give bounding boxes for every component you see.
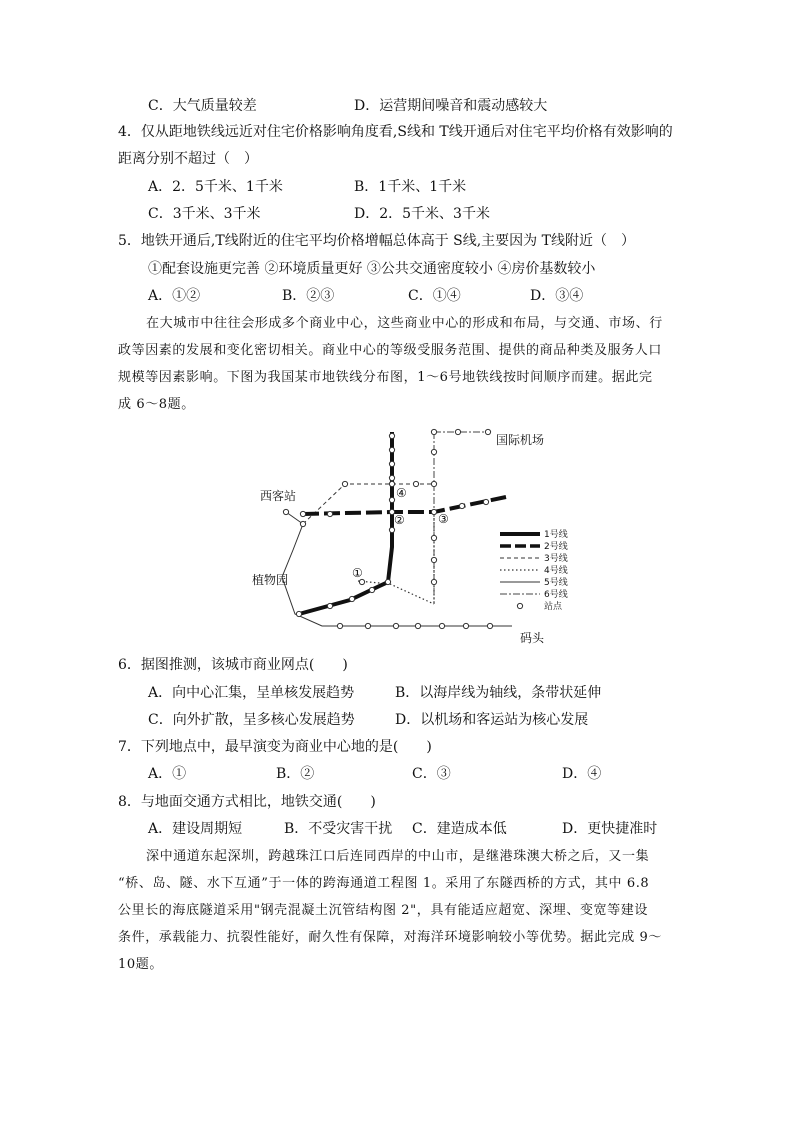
legend-line-2-label: 2号线 <box>544 542 568 552</box>
q4-option-a: A．2．5千米、1千米 <box>148 179 283 195</box>
station <box>389 481 394 486</box>
station <box>431 449 436 454</box>
q3-option-c: C．大气质量较差 <box>148 98 257 114</box>
q5-stem: 5．地铁开通后,T线附近的住宅平均价格增幅总体高于 S线,主要因为 T线附近（ ） <box>118 233 635 249</box>
q5-option-b: B．②③ <box>282 288 335 304</box>
q8-option-c: C．建造成本低 <box>412 821 507 837</box>
q4-option-b: B．1千米、1千米 <box>354 179 467 195</box>
station <box>389 461 394 466</box>
q6-option-a: A．向中心汇集，呈单核发展趋势 <box>148 685 355 701</box>
q8-option-d: D．更快捷准时 <box>562 821 658 837</box>
marker-1: ① <box>352 566 363 580</box>
passage-2-line3: 公里长的海底隧道采用"钢壳混凝土沉管结构图 2"，具有能适应超宽、深埋、变宽等建设 <box>118 903 648 918</box>
q5-option-d: D．③④ <box>530 288 584 304</box>
label-airport: 国际机场 <box>496 433 545 447</box>
q7-stem: 7．下列地点中，最早演变为商业中心地的是( ) <box>118 739 432 755</box>
legend-line-5-label: 5号线 <box>544 578 568 588</box>
station <box>459 503 464 508</box>
station <box>300 521 305 526</box>
legend-station-label: 站点 <box>544 602 563 612</box>
marker-4: ④ <box>396 486 407 500</box>
q4-option-d: D．2．5千米、3千米 <box>354 206 490 222</box>
q4-stem-line1: 4．仅从距地铁线远近对住宅价格影响角度看,S线和 T线开通后对住宅平均价格有效影响的 <box>118 124 673 140</box>
legend-line-6-label: 6号线 <box>544 590 568 600</box>
passage-1 <box>118 310 678 418</box>
passage-2-line5: 10题。 <box>118 957 163 972</box>
q4-option-c: C．3千米、3千米 <box>148 206 261 222</box>
q6-option-b: B．以海岸线为轴线，条带状延伸 <box>395 685 602 701</box>
station <box>337 623 342 628</box>
station <box>431 557 436 562</box>
q5-option-a: A．①② <box>148 288 201 304</box>
q4-stem-line2: 距离分别不超过（ ） <box>118 151 258 167</box>
q5-option-c: C．①④ <box>408 288 461 304</box>
passage-1-line1: 在大城市中往往会形成多个商业中心，这些商业中心的形成和布局，与交通、市场、行 <box>146 316 663 331</box>
label-botanical-garden: 植物园 <box>252 573 289 587</box>
passage-1-line4: 成 6～8题。 <box>118 397 195 412</box>
line-3-path <box>303 484 434 524</box>
marker-3: ③ <box>438 512 449 526</box>
station <box>369 587 374 592</box>
station <box>389 433 394 438</box>
passage-2-line1: 深中通道东起深圳，跨越珠江口后连同西岸的中山市，是继港珠澳大桥之后，又一集 <box>146 849 650 864</box>
station <box>413 481 418 486</box>
q3-option-d: D．运营期间噪音和震动感较大 <box>354 98 548 114</box>
station <box>431 535 436 540</box>
station <box>463 623 468 628</box>
station <box>300 511 305 516</box>
station <box>431 509 436 514</box>
marker-2: ② <box>394 513 405 527</box>
label-west-station: 西客站 <box>260 489 297 503</box>
station <box>389 447 394 452</box>
station <box>327 603 332 608</box>
station <box>439 623 444 628</box>
stations <box>283 429 492 628</box>
station <box>296 611 301 616</box>
q8-option-a: A．建设周期短 <box>148 821 243 837</box>
station <box>342 481 347 486</box>
subway-map <box>0 422 794 652</box>
station <box>431 429 436 434</box>
station <box>389 497 394 502</box>
station <box>485 429 490 434</box>
station <box>389 475 394 480</box>
q6-option-c: C．向外扩散，呈多核心发展趋势 <box>148 712 355 728</box>
station <box>359 579 364 584</box>
q7-option-a: A．① <box>148 766 187 782</box>
passage-1-line3: 规模等因素影响。下图为我国某市地铁线分布图，1～6号地铁线按时间顺序而建。据此完 <box>118 370 653 385</box>
legend-station-swatch <box>517 603 522 608</box>
station <box>349 596 354 601</box>
q7-option-d: D．④ <box>562 766 602 782</box>
passage-2 <box>118 843 684 978</box>
station <box>393 623 398 628</box>
station <box>385 579 390 584</box>
station <box>483 499 488 504</box>
station <box>431 481 436 486</box>
station <box>365 623 370 628</box>
station <box>455 429 460 434</box>
legend-line-3-label: 3号线 <box>544 554 568 564</box>
q8-stem: 8．与地面交通方式相比，地铁交通( ) <box>118 794 376 810</box>
station <box>431 579 436 584</box>
station <box>415 623 420 628</box>
station <box>283 509 288 514</box>
legend-line-4-label: 4号线 <box>544 566 568 576</box>
q5-statements: ①配套设施更完善 ②环境质量更好 ③公共交通密度较小 ④房价基数较小 <box>148 261 596 277</box>
q6-stem: 6．据图推测，该城市商业网点( ) <box>118 657 348 673</box>
line-1-path <box>299 432 392 614</box>
station <box>389 527 394 532</box>
passage-2-line2: “桥、岛、隧、水下互通”于一体的跨海通道工程图 1。采用了东隧西桥的方式，其中 6.8 <box>118 876 650 891</box>
passage-1-line2: 政等因素的发展和变化密切相关。商业中心的等级受服务范围、提供的商品种类及服务人口 <box>118 343 663 358</box>
label-dock: 码头 <box>520 631 545 645</box>
q7-option-c: C．③ <box>412 766 451 782</box>
station <box>487 623 492 628</box>
q8-option-b: B．不受灾害干扰 <box>284 821 393 837</box>
map-legend <box>500 528 568 612</box>
station <box>327 511 332 516</box>
legend-line-1-label: 1号线 <box>544 530 568 540</box>
passage-2-line4: 条件，承载能力、抗裂性能好，耐久性有保障，对海洋环境影响较小等优势。据此完成 9～ <box>118 930 663 945</box>
q7-option-b: B．② <box>276 766 315 782</box>
q6-option-d: D．以机场和客运站为核心发展 <box>395 712 589 728</box>
